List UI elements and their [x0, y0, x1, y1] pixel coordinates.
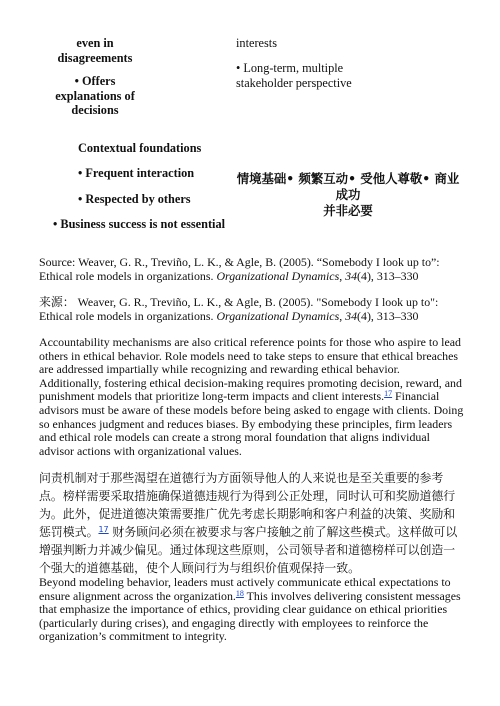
text-line: even in [76, 36, 114, 50]
source-citation-zh [39, 296, 464, 323]
context-item: • Business success is not essential [53, 217, 226, 231]
paragraph-en-communication [39, 576, 464, 644]
citation-pages: (4), 313–330 [357, 308, 419, 323]
zh-context-cell [234, 171, 462, 219]
text-line: 情境基础• 频繁互动• 受他人尊敬• 商业成功 [236, 171, 460, 202]
paragraph-text: Beyond modeling behavior, leaders must actively communicate ethical expectations to ensure alignment across the organization. [39, 575, 451, 603]
volume: 34 [345, 268, 358, 283]
left-cell-disagreements [40, 36, 150, 65]
source-citation-en [39, 256, 464, 283]
footnote-link-18[interactable]: 18 [235, 588, 244, 598]
paragraph-zh-accountability [39, 469, 467, 577]
paragraph-text: Financial advisors must be aware of these models before being asked to engage with clients. Doing so enhances judgment and reduces biases. By embodying these principles, firm leaders and ethical role models can create a strong moral foundation that aligns individual advisor actions with organizational values. [39, 389, 464, 458]
text-line: disagreements [57, 50, 133, 65]
citation-text: Source: Weaver, G. R., Treviño, L. K., & Agle, B. (2005). “Somebody I look up to”: Ethical role models in organizations. [39, 255, 440, 283]
context-item: • Frequent interaction [78, 166, 195, 180]
paragraph-text: Accountability mechanisms are also critical reference points for those who aspire to lead others in ethical behavior. Role models need to take steps to ensure that ethical breaches are addressed impartially while recognizing and rewarding ethical behavior. Additionally, fostering ethical decision-making requires promoting decision, reward, and punishment models that prioritize long-term impacts and client interests. [39, 335, 462, 404]
right-cell-perspective [236, 61, 352, 90]
right-cell-interests: interests [236, 36, 277, 50]
text-line: stakeholder perspective [236, 75, 352, 90]
text-line: • Offers [74, 74, 116, 88]
left-cell-offers [40, 74, 150, 118]
footnote-link-17[interactable]: 17 [384, 389, 393, 399]
paragraph-text: This involves delivering consistent messages that emphasize the importance of ethics, providing clear guidance on ethical priorities (particularly during crises), and engaging directly with employees to reinforce the organization’s commitment to integrity. [39, 588, 461, 644]
journal-name: Organizational Dynamics [216, 268, 340, 283]
footnote-link-17[interactable]: 17 [98, 525, 109, 534]
citation-sep: , [339, 268, 346, 283]
context-item: • Respected by others [78, 192, 191, 206]
citation-pages: (4), 313–330 [357, 268, 419, 283]
text-line: explanations of [55, 88, 135, 103]
journal-name: Organizational Dynamics [216, 308, 340, 323]
citation-sep: , [339, 308, 346, 323]
text-line: decisions [71, 103, 119, 117]
volume: 34 [345, 308, 358, 323]
context-heading: Contextual foundations [78, 141, 202, 155]
paragraph-text: 问责机制对于那些渴望在道德行为方面领导他人的人来说也是至关重要的参考点。榜样需要采取措施确保道德违规行为得到公正处理，同时认可和奖励道德行为。此外，促进道德决策需要推广优先考虑长期影响和客户利益的决策、奖励和惩罚模式。 [39, 471, 456, 539]
paragraph-text: 财务顾问必须在被要求与客户接触之前了解这些模式。这样做可以增强判断力并减少偏见。通过体现这些原则，公司领导者和道德榜样可以创造一个强大的道德基础，使个人顾问行为与组织价值观保持一致。 [39, 525, 458, 575]
text-line: 并非必要 [323, 203, 373, 218]
citation-text: 来源： Weaver, G. R., Treviño, L. K., & Agle, B. (2005). "Somebody I look up to": Ethical role models in organizations. [39, 295, 439, 323]
paragraph-en-accountability [39, 336, 464, 458]
text-line: • Long-term, multiple [236, 61, 344, 75]
